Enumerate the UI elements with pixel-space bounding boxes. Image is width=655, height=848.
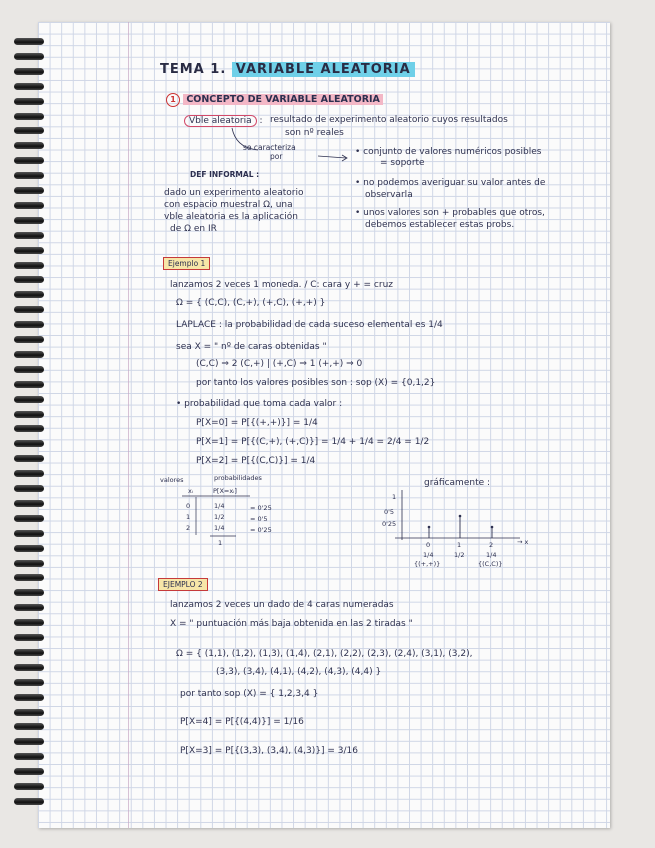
- ej1-sea-x: sea X = " nº de caras obtenidas ": [176, 342, 327, 352]
- ejemplo1-box: Ejemplo 1: [163, 257, 210, 270]
- spiral-ring: [14, 738, 44, 745]
- spiral-ring: [14, 142, 44, 149]
- spiral-ring: [14, 351, 44, 358]
- spiral-ring: [14, 649, 44, 656]
- spiral-ring: [14, 366, 44, 373]
- spiral-ring: [14, 679, 44, 686]
- bullet1-line1: • conjunto de valores numéricos posibles: [355, 147, 542, 157]
- spiral-ring: [14, 262, 44, 269]
- table-cell-p: 1/4: [214, 502, 225, 510]
- spiral-ring: [14, 783, 44, 790]
- graph-under-set0: {(+,+)}: [414, 560, 441, 568]
- spiral-ring: [14, 530, 44, 537]
- ej2-p3: P[X=3] = P[{(3,3), (3,4), (4,3)}] = 3/16: [180, 746, 358, 756]
- se-caracteriza: se caracteriza: [243, 143, 296, 152]
- informal-line4: de Ω en IR: [170, 224, 217, 234]
- graph-under-p0: 1/4: [423, 551, 434, 559]
- spiral-ring: [14, 38, 44, 45]
- vble-def-line1: resultado de experimento aleatorio cuyos resultados: [270, 115, 508, 125]
- ej2-line2: X = " puntuación más baja obtenida en las 2 tiradas ": [170, 619, 413, 629]
- spiral-ring: [14, 485, 44, 492]
- margin-line: [128, 22, 129, 828]
- ej1-omega: Ω = { (C,C), (C,+), (+,C), (+,+) }: [176, 298, 326, 308]
- informal-line2: con espacio muestral Ω, una: [164, 200, 293, 210]
- graph-under-p1: 1/2: [454, 551, 465, 559]
- graph-under-set1: {(C,C)}: [478, 560, 503, 568]
- graph-ytick-025: 0'25: [382, 520, 397, 528]
- table-cell-p: 1/4: [214, 524, 225, 532]
- spiral-ring: [14, 157, 44, 164]
- spiral-ring: [14, 172, 44, 179]
- table-cell-x: 2: [186, 524, 191, 532]
- informal-line3: vble aleatoria es la aplicación: [164, 212, 298, 222]
- bullet3-line1: • unos valores son + probables que otros,: [355, 208, 545, 218]
- bullet1-line2: = soporte: [380, 158, 425, 168]
- ej1-laplace: LAPLACE : la probabilidad de cada suceso elemental es 1/4: [176, 320, 443, 330]
- spiral-ring: [14, 589, 44, 596]
- spiral-ring: [14, 291, 44, 298]
- spiral-ring: [14, 604, 44, 611]
- table-cell-dec: = 0'5: [250, 515, 268, 523]
- spiral-binding: [14, 38, 44, 818]
- spiral-ring: [14, 53, 44, 60]
- table-cell-x: 0: [186, 502, 191, 510]
- def-informal: DEF INFORMAL :: [190, 170, 260, 179]
- spiral-ring: [14, 187, 44, 194]
- spiral-ring: [14, 470, 44, 477]
- spiral-ring: [14, 276, 44, 283]
- table-cell-dec: = 0'25: [250, 504, 272, 512]
- informal-line1: dado un experimento aleatorio: [164, 188, 304, 198]
- grafica-title: gráficamente :: [424, 478, 491, 488]
- spiral-ring: [14, 113, 44, 120]
- por-label: por: [270, 152, 283, 161]
- spiral-ring: [14, 515, 44, 522]
- graph-xtick-1: 1: [457, 541, 462, 549]
- section1-title: CONCEPTO DE VARIABLE ALEATORIA: [183, 94, 383, 105]
- ej1-prob-title: • probabilidad que toma cada valor :: [176, 399, 343, 409]
- ej1-soporte: por tanto los valores posibles son : sop (X) = {0,1,2}: [196, 378, 436, 388]
- ej1-p2: P[X=2] = P[{(C,C)}] = 1/4: [196, 456, 316, 466]
- bullet3-line2: debemos establecer estas probs.: [365, 220, 515, 230]
- spiral-ring: [14, 232, 44, 239]
- spiral-ring: [14, 560, 44, 567]
- spiral-ring: [14, 455, 44, 462]
- spiral-ring: [14, 321, 44, 328]
- table-probabilidades: probabilidades: [214, 474, 262, 482]
- spiral-ring: [14, 798, 44, 805]
- ej2-line1: lanzamos 2 veces un dado de 4 caras numeradas: [170, 600, 394, 610]
- spiral-ring: [14, 306, 44, 313]
- spiral-ring: [14, 247, 44, 254]
- spiral-ring: [14, 694, 44, 701]
- spiral-ring: [14, 217, 44, 224]
- spiral-ring: [14, 709, 44, 716]
- page-title: [160, 62, 415, 77]
- ej1-p0: P[X=0] = P[{(+,+)}] = 1/4: [196, 418, 318, 428]
- section-number-circle: 1: [166, 93, 180, 107]
- table-col-p: P[X=xᵢ]: [213, 487, 237, 495]
- spiral-ring: [14, 768, 44, 775]
- table-cell-x: 1: [186, 513, 191, 521]
- spiral-ring: [14, 68, 44, 75]
- spiral-ring: [14, 619, 44, 626]
- spiral-ring: [14, 753, 44, 760]
- vble-aleatoria-label: Vble aleatoria :: [184, 116, 263, 126]
- spiral-ring: [14, 127, 44, 134]
- ejemplo2-label: [158, 580, 208, 589]
- vble-def-line2: son nº reales: [285, 128, 344, 138]
- section1-heading: [166, 93, 383, 107]
- vble-box: Vble aleatoria: [184, 115, 257, 127]
- spiral-ring: [14, 381, 44, 388]
- table-col-x: xᵢ: [188, 487, 194, 495]
- table-cell-dec: = 0'25: [250, 526, 272, 534]
- table-valores: valores: [160, 476, 184, 484]
- spiral-ring: [14, 723, 44, 730]
- ej2-p4: P[X=4] = P[{(4,4)}] = 1/16: [180, 717, 304, 727]
- graph-ytick-05: 0'5: [384, 508, 395, 516]
- spiral-ring: [14, 98, 44, 105]
- spiral-ring: [14, 634, 44, 641]
- spiral-ring: [14, 425, 44, 432]
- spiral-ring: [14, 411, 44, 418]
- notebook-page: [38, 22, 610, 828]
- ejemplo1-label: [163, 259, 210, 268]
- ejemplo2-box: EJEMPLO 2: [158, 578, 208, 591]
- ej1-line1: lanzamos 2 veces 1 moneda. / C: cara y + = cruz: [170, 280, 393, 290]
- spiral-ring: [14, 664, 44, 671]
- table-total: 1: [218, 539, 223, 547]
- spiral-ring: [14, 202, 44, 209]
- graph-ytick-1: 1: [392, 493, 397, 501]
- ej2-omega1: Ω = { (1,1), (1,2), (1,3), (1,4), (2,1), (2,2), (2,3), (2,4), (3,1), (3,2),: [176, 649, 473, 659]
- title-highlight: VARIABLE ALEATORIA: [232, 62, 415, 77]
- spiral-ring: [14, 574, 44, 581]
- graph-x-label: → x: [517, 538, 529, 546]
- spiral-ring: [14, 336, 44, 343]
- bullet2-line1: • no podemos averiguar su valor antes de: [355, 178, 546, 188]
- spiral-ring: [14, 500, 44, 507]
- spiral-ring: [14, 83, 44, 90]
- ej1-p1: P[X=1] = P[{(C,+), (+,C)}] = 1/4 + 1/4 = 2/4 = 1/2: [196, 437, 430, 447]
- ej2-omega2: (3,3), (3,4), (4,1), (4,2), (4,3), (4,4) }: [216, 667, 382, 677]
- graph-under-p2: 1/4: [486, 551, 497, 559]
- spiral-ring: [14, 545, 44, 552]
- table-cell-p: 1/2: [214, 513, 225, 521]
- graph-xtick-0: 0: [426, 541, 431, 549]
- ej2-soporte: por tanto sop (X) = { 1,2,3,4 }: [180, 689, 319, 699]
- graph-xtick-2: 2: [489, 541, 494, 549]
- spiral-ring: [14, 396, 44, 403]
- bullet2-line2: observarla: [365, 190, 413, 200]
- ej1-mapping: (C,C) ⇒ 2 (C,+) | (+,C) ⇒ 1 (+,+) ⇒ 0: [196, 359, 363, 369]
- title-text: TEMA 1.: [160, 62, 227, 77]
- spiral-ring: [14, 440, 44, 447]
